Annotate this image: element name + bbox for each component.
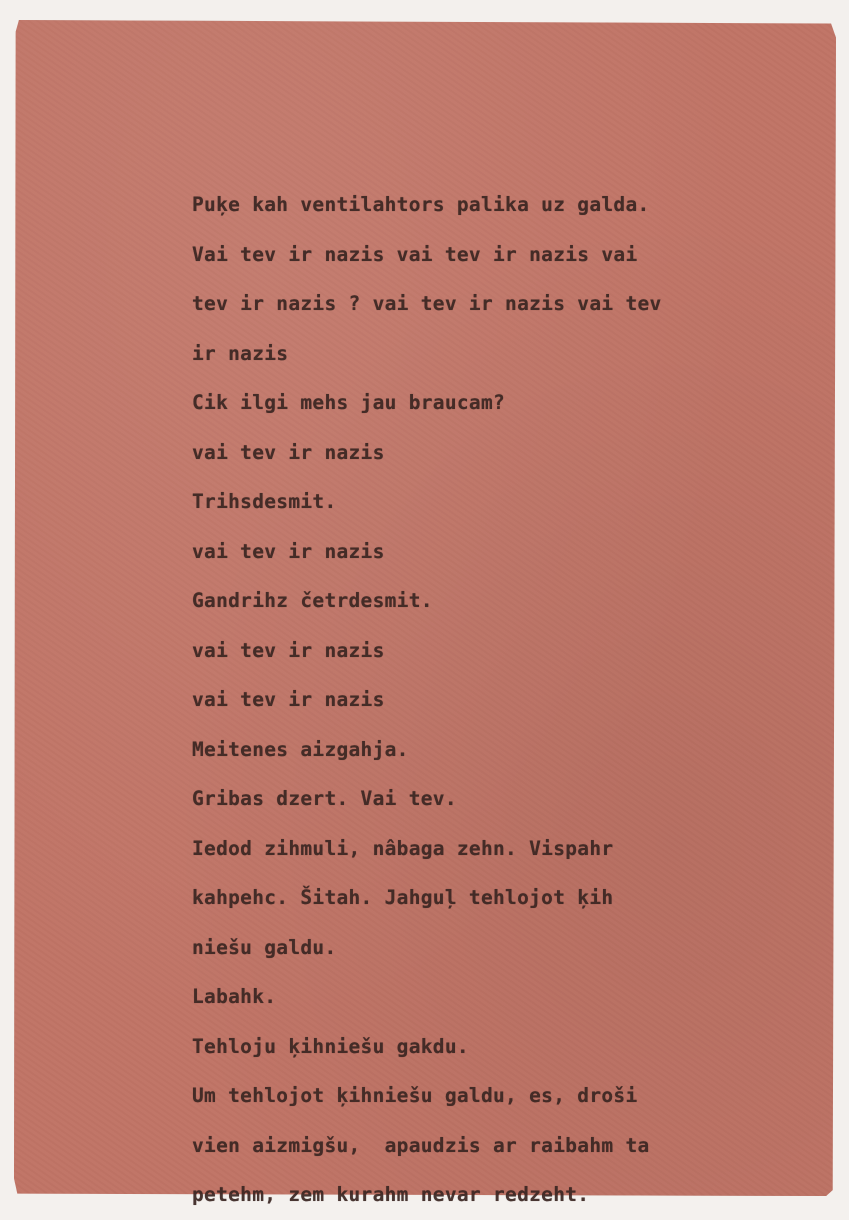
text-line: niešu galdu. — [192, 935, 337, 959]
text-line: Iedod zihmuli, nâbaga zehn. Vispahr — [192, 836, 614, 860]
text-line: vai tev ir nazis — [192, 638, 385, 662]
text-line: Trihsdesmit. — [192, 490, 337, 513]
text-line: Gandrihz četrdesmit. — [192, 589, 433, 612]
text-line: Puķe kah ventilahtors palika uz galda. — [192, 193, 650, 216]
text-line: vien aizmigšu, apaudzis ar raibahm ta — [192, 1133, 650, 1157]
text-line: Labahk. — [192, 985, 277, 1008]
text-line: Cik ilgi mehs jau braucam? — [192, 391, 506, 414]
text-line: Um tehlojot ķihniešu galdu, es, droši — [192, 1084, 638, 1107]
text-line: petehm, zem kurahm nevar redzeht. — [192, 1183, 590, 1206]
text-line: vai tev ir nazis — [192, 688, 385, 711]
text-line: ir nazis — [192, 341, 289, 365]
text-line: Gribas dzert. Vai tev. — [192, 787, 457, 810]
text-line: kahpehc. Šitah. Jahguļ tehlojot ķih — [192, 886, 614, 909]
text-line: Meitenes aizgahja. — [192, 737, 409, 761]
text-line: vai tev ir nazis — [192, 440, 385, 464]
typewritten-text — [192, 180, 792, 1220]
text-line: Tehloju ķihniešu gakdu. — [192, 1034, 469, 1058]
text-line: tev ir nazis ? vai tev ir nazis vai tev — [192, 292, 662, 315]
text-line: Vai tev ir nazis vai tev ir nazis vai — [192, 242, 638, 266]
text-line: vai tev ir nazis — [192, 539, 385, 563]
